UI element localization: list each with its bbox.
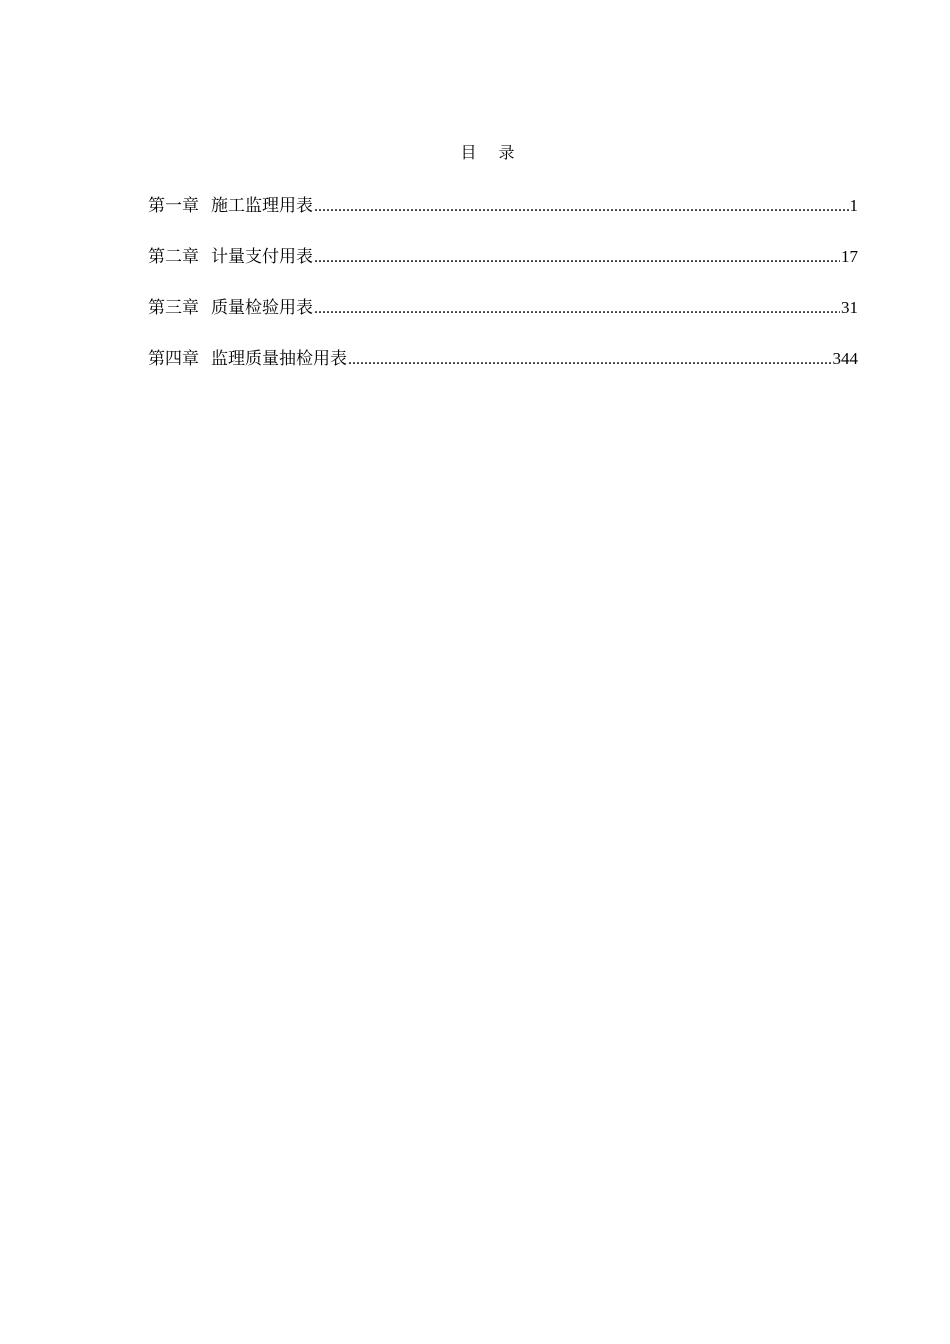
toc-dot-leader bbox=[314, 247, 840, 269]
toc-entry[interactable] bbox=[148, 297, 858, 348]
toc-dot-leader bbox=[348, 349, 832, 371]
toc-chapter-number: 第三章 bbox=[148, 298, 199, 318]
toc-chapter-number: 第一章 bbox=[148, 196, 199, 216]
toc-page-number: 1 bbox=[849, 196, 858, 215]
toc-chapter-title: 计量支付用表 bbox=[211, 247, 313, 267]
toc-dot-leader bbox=[314, 196, 849, 218]
toc-title-char-2: 录 bbox=[498, 143, 515, 162]
toc-page-number: 17 bbox=[841, 247, 858, 266]
toc-entry[interactable] bbox=[148, 246, 858, 297]
toc-chapter-number: 第四章 bbox=[148, 349, 199, 369]
toc-title-char-1: 目 bbox=[460, 143, 477, 162]
toc-chapter-title: 监理质量抽检用表 bbox=[211, 349, 347, 369]
toc-page-number: 31 bbox=[841, 298, 858, 317]
toc-chapter-title: 质量检验用表 bbox=[211, 298, 313, 318]
toc-entry[interactable] bbox=[148, 348, 858, 399]
toc-page-number: 344 bbox=[832, 349, 858, 368]
toc-entry[interactable] bbox=[148, 195, 858, 246]
toc-chapter-number: 第二章 bbox=[148, 247, 199, 267]
toc-dot-leader bbox=[314, 298, 840, 320]
toc-title bbox=[0, 140, 950, 163]
toc-chapter-title: 施工监理用表 bbox=[211, 196, 313, 216]
toc-list bbox=[148, 195, 858, 399]
